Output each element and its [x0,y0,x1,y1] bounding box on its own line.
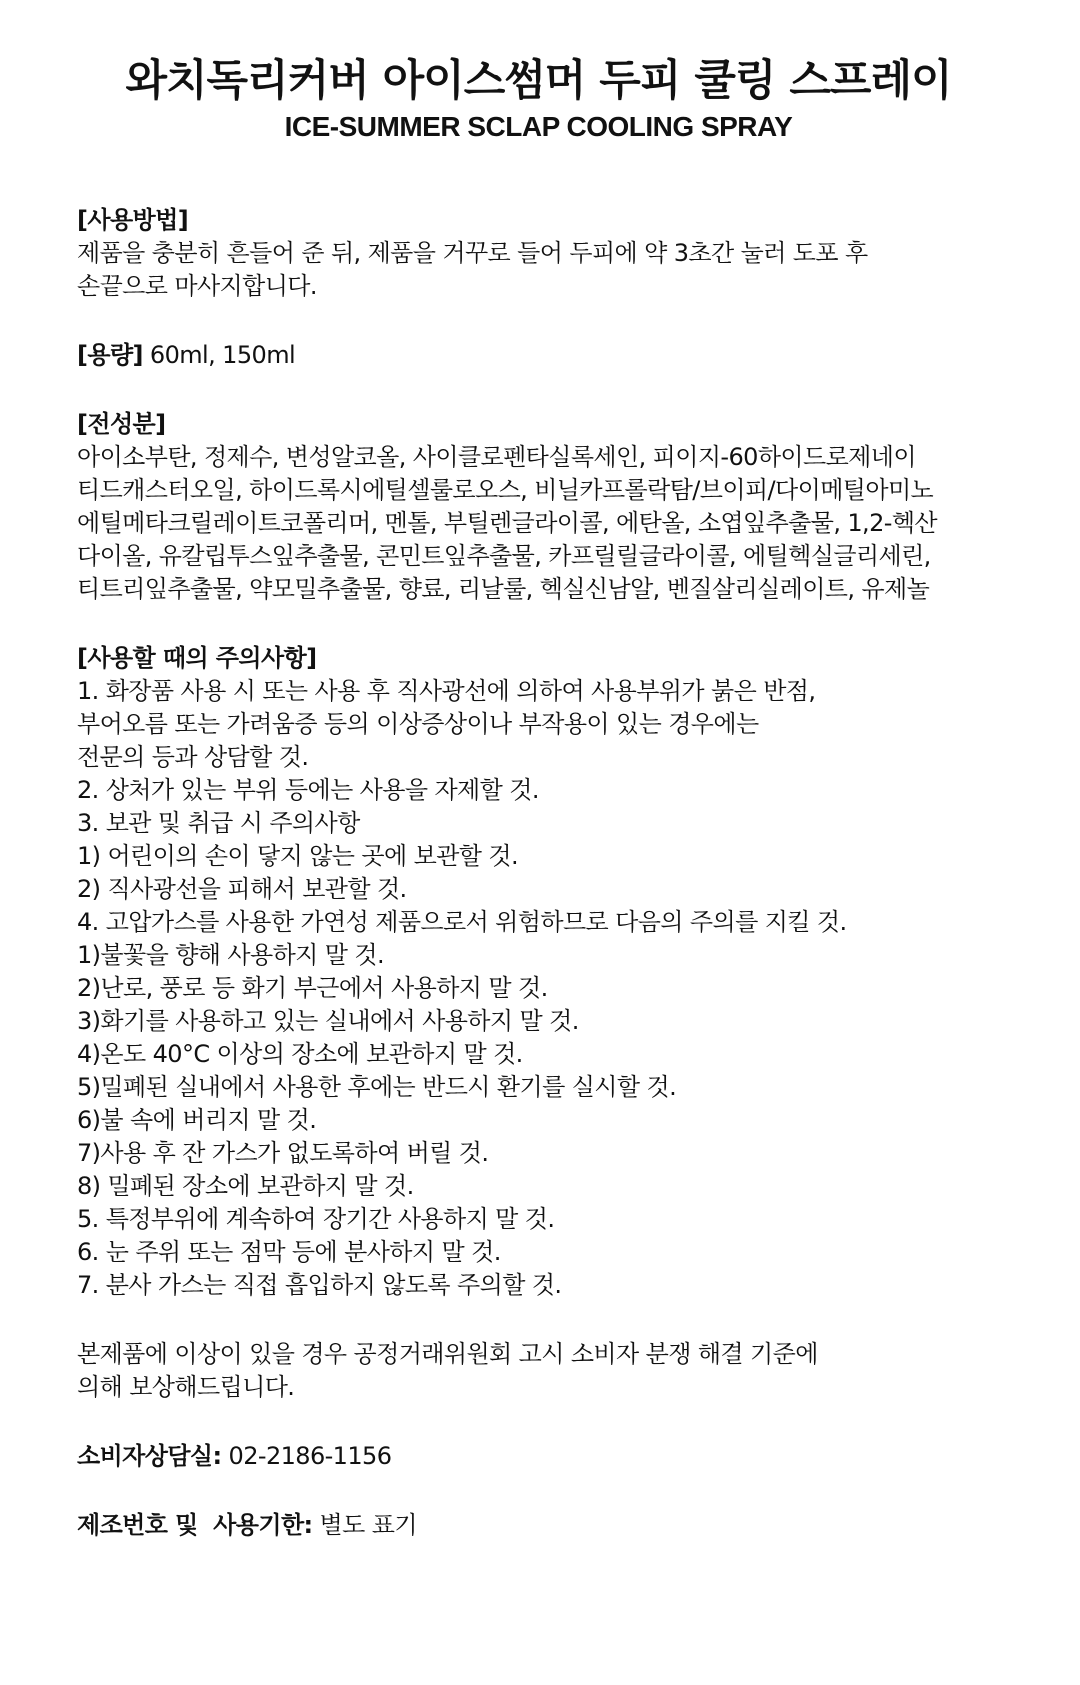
ingredients-line: 다이올, 유칼립투스잎추출물, 콘민트잎추출물, 카프릴릴글라이콜, 에틸헥실글리세린, [77,542,931,570]
contact-label: 소비자상담실: [77,1442,222,1470]
usage-line: 제품을 충분히 흔들어 준 뒤, 제품을 거꾸로 들어 두피에 약 3초간 눌러 도포 후 [77,239,868,267]
caution-line: 4)온도 40°C 이상의 장소에 보관하지 말 것. [77,1040,523,1068]
volume-value: 60ml, 150ml [142,341,296,369]
contact-phone: 02-2186-1156 [221,1442,392,1470]
caution-line: 1) 어린이의 손이 닿지 않는 곳에 보관할 것. [77,842,519,870]
ingredients-line: 아이소부탄, 정제수, 변성알코올, 사이클로펜타실록세인, 피이지-60하이드로제네이 [77,443,916,471]
caution-line: 5)밀폐된 실내에서 사용한 후에는 반드시 환기를 실시할 것. [77,1073,677,1101]
compensation-section [77,1338,1000,1404]
caution-line: 7)사용 후 잔 가스가 없도록하여 버릴 것. [77,1139,489,1167]
contact-section [77,1440,1000,1473]
caution-line: 6)불 속에 버리지 말 것. [77,1106,317,1134]
caution-line: 1. 화장품 사용 시 또는 사용 후 직사광선에 의하여 사용부위가 붉은 반점, [77,677,816,705]
manufacture-value: 별도 표기 [312,1511,417,1539]
usage-line: 손끝으로 마사지합니다. [77,272,317,300]
caution-line: 8) 밀폐된 장소에 보관하지 말 것. [77,1172,414,1200]
caution-line: 부어오름 또는 가려움증 등의 이상증상이나 부작용이 있는 경우에는 [77,710,759,738]
caution-line: 4. 고압가스를 사용한 가연성 제품으로서 위험하므로 다음의 주의를 지킬 것. [77,908,847,936]
manufacture-section [77,1509,1000,1542]
caution-line: 6. 눈 주위 또는 점막 등에 분사하지 말 것. [77,1238,501,1266]
ingredients-line: 티트리잎추출물, 약모밀추출물, 향료, 리날룰, 헥실신남알, 벤질살리실레이트, 유제놀 [77,575,930,603]
ingredients-heading: [전성분] [77,410,166,438]
caution-line: 전문의 등과 상담할 것. [77,743,309,771]
caution-line: 1)불꽃을 향해 사용하지 말 것. [77,941,385,969]
manufacture-label: 제조번호 및 사용기한: [77,1511,313,1539]
compensation-line: 의해 보상해드립니다. [77,1373,295,1401]
caution-line: 2. 상처가 있는 부위 등에는 사용을 자제할 것. [77,776,539,804]
caution-line: 2) 직사광선을 피해서 보관할 것. [77,875,407,903]
volume-heading: [용량] [77,341,143,369]
caution-line: 5. 특정부위에 계속하여 장기간 사용하지 말 것. [77,1205,555,1233]
info-body [77,204,1000,1542]
caution-line: 7. 분사 가스는 직접 흡입하지 않도록 주의할 것. [77,1271,562,1299]
cautions-section [77,642,1000,1302]
caution-line: 3. 보관 및 취급 시 주의사항 [77,809,360,837]
product-title: 와치독리커버 아이스썸머 두피 쿨링 스프레이 [125,56,952,106]
ingredients-line: 티드캐스터오일, 하이드록시에틸셀룰로오스, 비닐카프롤락탐/브이피/다이메틸아미노 [77,476,934,504]
ingredients-line: 에틸메타크릴레이트코폴리머, 멘톨, 부틸렌글라이콜, 에탄올, 소엽잎추출물, 1,2-헥산 [77,509,937,537]
compensation-line: 본제품에 이상이 있을 경우 공정거래위원회 고시 소비자 분쟁 해결 기준에 [77,1340,818,1368]
caution-line: 3)화기를 사용하고 있는 실내에서 사용하지 말 것. [77,1007,579,1035]
volume-section [77,339,1000,372]
cautions-heading: [사용할 때의 주의사항] [77,644,317,672]
usage-heading: [사용방법] [77,206,189,234]
usage-section [77,204,1000,303]
ingredients-section [77,408,1000,606]
product-subtitle: ICE-SUMMER SCLAP COOLING SPRAY [284,111,793,142]
caution-line: 2)난로, 풍로 등 화기 부근에서 사용하지 말 것. [77,974,548,1002]
